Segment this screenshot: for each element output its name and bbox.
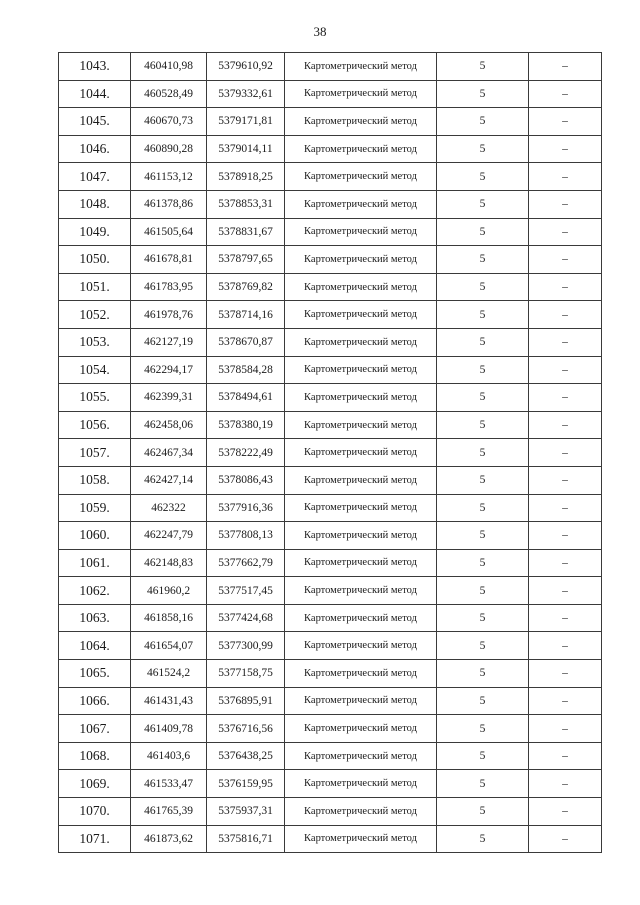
point-number-cell: 1057. bbox=[59, 439, 131, 467]
accuracy-cell: 5 bbox=[437, 439, 529, 467]
method-cell: Картометрический метод bbox=[285, 356, 437, 384]
method-cell: Картометрический метод bbox=[285, 411, 437, 439]
note-cell: – bbox=[529, 80, 602, 108]
note-cell: – bbox=[529, 53, 602, 81]
table-row bbox=[59, 798, 602, 826]
accuracy-cell: 5 bbox=[437, 715, 529, 743]
x-coordinate-cell: 461505,64 bbox=[131, 218, 207, 246]
note-cell: – bbox=[529, 163, 602, 191]
note-cell: – bbox=[529, 632, 602, 660]
method-cell: Картометрический метод bbox=[285, 80, 437, 108]
point-number-cell: 1043. bbox=[59, 53, 131, 81]
point-number-cell: 1060. bbox=[59, 522, 131, 550]
x-coordinate-cell: 461403,6 bbox=[131, 742, 207, 770]
accuracy-cell: 5 bbox=[437, 742, 529, 770]
note-cell: – bbox=[529, 770, 602, 798]
x-coordinate-cell: 461765,39 bbox=[131, 798, 207, 826]
accuracy-cell: 5 bbox=[437, 384, 529, 412]
point-number-cell: 1069. bbox=[59, 770, 131, 798]
note-cell: – bbox=[529, 549, 602, 577]
point-number-cell: 1058. bbox=[59, 466, 131, 494]
x-coordinate-cell: 461378,86 bbox=[131, 190, 207, 218]
note-cell: – bbox=[529, 466, 602, 494]
method-cell: Картометрический метод bbox=[285, 163, 437, 191]
method-cell: Картометрический метод bbox=[285, 135, 437, 163]
x-coordinate-cell: 460528,49 bbox=[131, 80, 207, 108]
note-cell: – bbox=[529, 190, 602, 218]
x-coordinate-cell: 462148,83 bbox=[131, 549, 207, 577]
note-cell: – bbox=[529, 328, 602, 356]
accuracy-cell: 5 bbox=[437, 660, 529, 688]
point-number-cell: 1067. bbox=[59, 715, 131, 743]
accuracy-cell: 5 bbox=[437, 135, 529, 163]
accuracy-cell: 5 bbox=[437, 577, 529, 605]
point-number-cell: 1054. bbox=[59, 356, 131, 384]
note-cell: – bbox=[529, 273, 602, 301]
y-coordinate-cell: 5377158,75 bbox=[207, 660, 285, 688]
method-cell: Картометрический метод bbox=[285, 218, 437, 246]
method-cell: Картометрический метод bbox=[285, 494, 437, 522]
x-coordinate-cell: 462247,79 bbox=[131, 522, 207, 550]
method-cell: Картометрический метод bbox=[285, 301, 437, 329]
note-cell: – bbox=[529, 522, 602, 550]
point-number-cell: 1071. bbox=[59, 825, 131, 853]
x-coordinate-cell: 462294,17 bbox=[131, 356, 207, 384]
x-coordinate-cell: 461431,43 bbox=[131, 687, 207, 715]
x-coordinate-cell: 462427,14 bbox=[131, 466, 207, 494]
accuracy-cell: 5 bbox=[437, 301, 529, 329]
y-coordinate-cell: 5378797,65 bbox=[207, 246, 285, 274]
note-cell: – bbox=[529, 687, 602, 715]
point-number-cell: 1068. bbox=[59, 742, 131, 770]
point-number-cell: 1062. bbox=[59, 577, 131, 605]
y-coordinate-cell: 5379610,92 bbox=[207, 53, 285, 81]
y-coordinate-cell: 5379332,61 bbox=[207, 80, 285, 108]
note-cell: – bbox=[529, 411, 602, 439]
method-cell: Картометрический метод bbox=[285, 798, 437, 826]
accuracy-cell: 5 bbox=[437, 494, 529, 522]
y-coordinate-cell: 5377808,13 bbox=[207, 522, 285, 550]
note-cell: – bbox=[529, 742, 602, 770]
accuracy-cell: 5 bbox=[437, 604, 529, 632]
table-row bbox=[59, 273, 602, 301]
point-number-cell: 1051. bbox=[59, 273, 131, 301]
accuracy-cell: 5 bbox=[437, 356, 529, 384]
point-number-cell: 1047. bbox=[59, 163, 131, 191]
accuracy-cell: 5 bbox=[437, 466, 529, 494]
method-cell: Картометрический метод bbox=[285, 439, 437, 467]
accuracy-cell: 5 bbox=[437, 328, 529, 356]
y-coordinate-cell: 5377662,79 bbox=[207, 549, 285, 577]
x-coordinate-cell: 462467,34 bbox=[131, 439, 207, 467]
method-cell: Картометрический метод bbox=[285, 577, 437, 605]
method-cell: Картометрический метод bbox=[285, 770, 437, 798]
point-number-cell: 1049. bbox=[59, 218, 131, 246]
x-coordinate-cell: 461654,07 bbox=[131, 632, 207, 660]
table-row bbox=[59, 715, 602, 743]
point-number-cell: 1050. bbox=[59, 246, 131, 274]
table-row bbox=[59, 135, 602, 163]
note-cell: – bbox=[529, 798, 602, 826]
method-cell: Картометрический метод bbox=[285, 466, 437, 494]
y-coordinate-cell: 5378222,49 bbox=[207, 439, 285, 467]
point-number-cell: 1056. bbox=[59, 411, 131, 439]
x-coordinate-cell: 461960,2 bbox=[131, 577, 207, 605]
table-row bbox=[59, 439, 602, 467]
table-row bbox=[59, 604, 602, 632]
table-row bbox=[59, 632, 602, 660]
accuracy-cell: 5 bbox=[437, 632, 529, 660]
note-cell: – bbox=[529, 825, 602, 853]
accuracy-cell: 5 bbox=[437, 163, 529, 191]
y-coordinate-cell: 5379171,81 bbox=[207, 108, 285, 136]
point-number-cell: 1053. bbox=[59, 328, 131, 356]
table-row bbox=[59, 218, 602, 246]
x-coordinate-cell: 460410,98 bbox=[131, 53, 207, 81]
method-cell: Картометрический метод bbox=[285, 328, 437, 356]
method-cell: Картометрический метод bbox=[285, 384, 437, 412]
x-coordinate-cell: 461533,47 bbox=[131, 770, 207, 798]
y-coordinate-cell: 5375816,71 bbox=[207, 825, 285, 853]
point-number-cell: 1070. bbox=[59, 798, 131, 826]
table-row bbox=[59, 825, 602, 853]
accuracy-cell: 5 bbox=[437, 825, 529, 853]
x-coordinate-cell: 461858,16 bbox=[131, 604, 207, 632]
x-coordinate-cell: 461153,12 bbox=[131, 163, 207, 191]
table-row bbox=[59, 356, 602, 384]
y-coordinate-cell: 5378714,16 bbox=[207, 301, 285, 329]
method-cell: Картометрический метод bbox=[285, 549, 437, 577]
y-coordinate-cell: 5378380,19 bbox=[207, 411, 285, 439]
method-cell: Картометрический метод bbox=[285, 825, 437, 853]
accuracy-cell: 5 bbox=[437, 246, 529, 274]
y-coordinate-cell: 5378853,31 bbox=[207, 190, 285, 218]
y-coordinate-cell: 5377916,36 bbox=[207, 494, 285, 522]
accuracy-cell: 5 bbox=[437, 549, 529, 577]
coordinates-table bbox=[58, 52, 602, 853]
x-coordinate-cell: 461678,81 bbox=[131, 246, 207, 274]
table-row bbox=[59, 301, 602, 329]
accuracy-cell: 5 bbox=[437, 798, 529, 826]
point-number-cell: 1059. bbox=[59, 494, 131, 522]
accuracy-cell: 5 bbox=[437, 53, 529, 81]
note-cell: – bbox=[529, 439, 602, 467]
x-coordinate-cell: 461409,78 bbox=[131, 715, 207, 743]
method-cell: Картометрический метод bbox=[285, 53, 437, 81]
x-coordinate-cell: 462458,06 bbox=[131, 411, 207, 439]
x-coordinate-cell: 462127,19 bbox=[131, 328, 207, 356]
y-coordinate-cell: 5376716,56 bbox=[207, 715, 285, 743]
table-row bbox=[59, 742, 602, 770]
coordinates-table-body bbox=[59, 53, 602, 853]
method-cell: Картометрический метод bbox=[285, 604, 437, 632]
table-row bbox=[59, 522, 602, 550]
y-coordinate-cell: 5375937,31 bbox=[207, 798, 285, 826]
method-cell: Картометрический метод bbox=[285, 632, 437, 660]
point-number-cell: 1064. bbox=[59, 632, 131, 660]
table-row bbox=[59, 190, 602, 218]
table-row bbox=[59, 328, 602, 356]
point-number-cell: 1048. bbox=[59, 190, 131, 218]
accuracy-cell: 5 bbox=[437, 273, 529, 301]
point-number-cell: 1055. bbox=[59, 384, 131, 412]
page-number: 38 bbox=[313, 24, 327, 39]
point-number-cell: 1066. bbox=[59, 687, 131, 715]
note-cell: – bbox=[529, 384, 602, 412]
method-cell: Картометрический метод bbox=[285, 108, 437, 136]
table-row bbox=[59, 384, 602, 412]
note-cell: – bbox=[529, 660, 602, 688]
x-coordinate-cell: 462399,31 bbox=[131, 384, 207, 412]
note-cell: – bbox=[529, 135, 602, 163]
point-number-cell: 1044. bbox=[59, 80, 131, 108]
accuracy-cell: 5 bbox=[437, 80, 529, 108]
table-row bbox=[59, 770, 602, 798]
table-row bbox=[59, 53, 602, 81]
table-row bbox=[59, 108, 602, 136]
point-number-cell: 1065. bbox=[59, 660, 131, 688]
note-cell: – bbox=[529, 218, 602, 246]
method-cell: Картометрический метод bbox=[285, 273, 437, 301]
method-cell: Картометрический метод bbox=[285, 660, 437, 688]
note-cell: – bbox=[529, 604, 602, 632]
method-cell: Картометрический метод bbox=[285, 190, 437, 218]
method-cell: Картометрический метод bbox=[285, 715, 437, 743]
point-number-cell: 1052. bbox=[59, 301, 131, 329]
x-coordinate-cell: 460890,28 bbox=[131, 135, 207, 163]
note-cell: – bbox=[529, 356, 602, 384]
method-cell: Картометрический метод bbox=[285, 742, 437, 770]
note-cell: – bbox=[529, 494, 602, 522]
y-coordinate-cell: 5378494,61 bbox=[207, 384, 285, 412]
table-row bbox=[59, 163, 602, 191]
method-cell: Картометрический метод bbox=[285, 687, 437, 715]
method-cell: Картометрический метод bbox=[285, 522, 437, 550]
note-cell: – bbox=[529, 246, 602, 274]
x-coordinate-cell: 461524,2 bbox=[131, 660, 207, 688]
table-row bbox=[59, 577, 602, 605]
y-coordinate-cell: 5378086,43 bbox=[207, 466, 285, 494]
accuracy-cell: 5 bbox=[437, 522, 529, 550]
table-row bbox=[59, 411, 602, 439]
x-coordinate-cell: 460670,73 bbox=[131, 108, 207, 136]
accuracy-cell: 5 bbox=[437, 687, 529, 715]
y-coordinate-cell: 5378769,82 bbox=[207, 273, 285, 301]
note-cell: – bbox=[529, 577, 602, 605]
point-number-cell: 1046. bbox=[59, 135, 131, 163]
table-row bbox=[59, 494, 602, 522]
note-cell: – bbox=[529, 715, 602, 743]
y-coordinate-cell: 5376159,95 bbox=[207, 770, 285, 798]
y-coordinate-cell: 5376438,25 bbox=[207, 742, 285, 770]
y-coordinate-cell: 5378831,67 bbox=[207, 218, 285, 246]
x-coordinate-cell: 461783,95 bbox=[131, 273, 207, 301]
x-coordinate-cell: 462322 bbox=[131, 494, 207, 522]
accuracy-cell: 5 bbox=[437, 218, 529, 246]
accuracy-cell: 5 bbox=[437, 770, 529, 798]
table-row bbox=[59, 80, 602, 108]
y-coordinate-cell: 5378918,25 bbox=[207, 163, 285, 191]
accuracy-cell: 5 bbox=[437, 108, 529, 136]
y-coordinate-cell: 5377424,68 bbox=[207, 604, 285, 632]
accuracy-cell: 5 bbox=[437, 190, 529, 218]
accuracy-cell: 5 bbox=[437, 411, 529, 439]
y-coordinate-cell: 5378670,87 bbox=[207, 328, 285, 356]
point-number-cell: 1045. bbox=[59, 108, 131, 136]
note-cell: – bbox=[529, 301, 602, 329]
x-coordinate-cell: 461978,76 bbox=[131, 301, 207, 329]
y-coordinate-cell: 5376895,91 bbox=[207, 687, 285, 715]
y-coordinate-cell: 5378584,28 bbox=[207, 356, 285, 384]
point-number-cell: 1061. bbox=[59, 549, 131, 577]
y-coordinate-cell: 5377300,99 bbox=[207, 632, 285, 660]
note-cell: – bbox=[529, 108, 602, 136]
table-row bbox=[59, 246, 602, 274]
method-cell: Картометрический метод bbox=[285, 246, 437, 274]
table-row bbox=[59, 466, 602, 494]
table-row bbox=[59, 549, 602, 577]
point-number-cell: 1063. bbox=[59, 604, 131, 632]
x-coordinate-cell: 461873,62 bbox=[131, 825, 207, 853]
table-row bbox=[59, 687, 602, 715]
y-coordinate-cell: 5377517,45 bbox=[207, 577, 285, 605]
table-row bbox=[59, 660, 602, 688]
y-coordinate-cell: 5379014,11 bbox=[207, 135, 285, 163]
